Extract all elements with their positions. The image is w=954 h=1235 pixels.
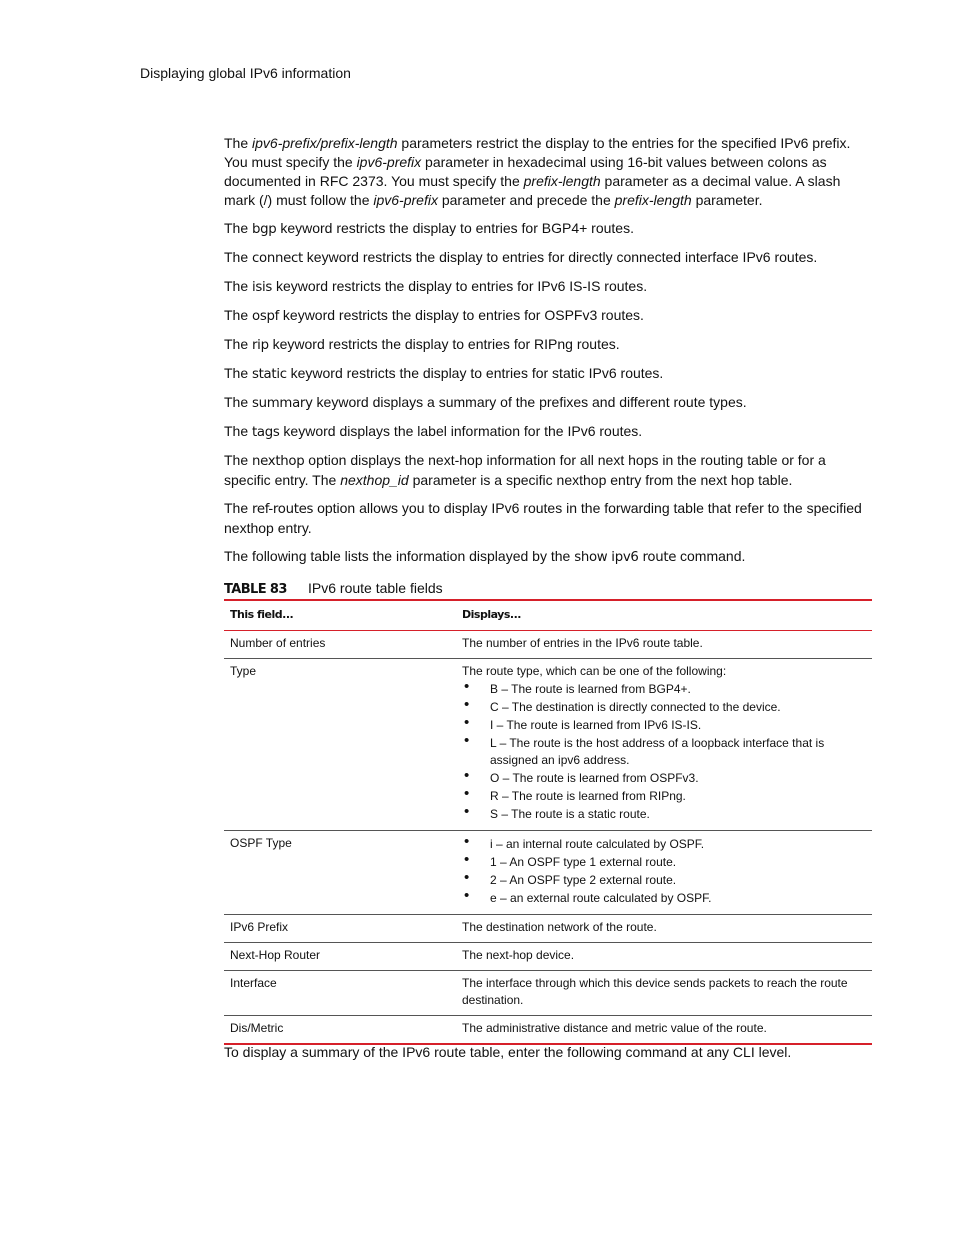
text-run: parameter and precede the <box>437 192 615 208</box>
field-cell: Dis/Metric <box>224 1016 456 1045</box>
text-run: The <box>224 365 253 381</box>
text-run: The <box>224 394 253 410</box>
text-run: keyword restricts the display to entries for OSPFv3 routes. <box>279 307 644 323</box>
param-prefix-length: prefix-length <box>523 173 601 189</box>
list-item <box>462 785 866 805</box>
text-run: The <box>224 336 253 352</box>
keyword-ref-routes: ref-routes <box>252 502 314 517</box>
text-run: keyword restricts the display to entries for IPv6 IS-IS routes. <box>272 278 648 294</box>
text-run: option displays the next-hop information for all next hops in the routing table or for a specific entry. The <box>224 452 826 488</box>
param-ipv6-prefix: ipv6-prefix <box>356 154 422 170</box>
field-cell: OSPF Type <box>224 831 456 915</box>
description-cell: The number of entries in the IPv6 route table. <box>456 631 872 659</box>
text-run: The <box>224 220 253 236</box>
list-item <box>462 732 866 769</box>
table-row <box>224 831 872 915</box>
list-item <box>462 767 866 787</box>
text-run: parameters restrict the display to the entries for the specified IPv6 prefix. You must specify the <box>224 135 851 170</box>
body-content <box>224 134 864 1045</box>
keyword-nexthop: nexthop <box>252 454 305 469</box>
paragraph-ref-routes <box>224 499 864 538</box>
keyword-ospf: ospf <box>252 309 280 324</box>
list-item-text: e – an external route calculated by OSPF. <box>490 891 712 905</box>
text-run: keyword restricts the display to entries for static IPv6 routes. <box>286 365 664 381</box>
running-header: Displaying global IPv6 information <box>140 65 351 81</box>
paragraph-prefix-params <box>224 134 864 210</box>
bullet-icon: • <box>464 887 470 904</box>
description-text: The route type, which can be one of the following: <box>462 664 727 678</box>
list-item <box>462 714 866 734</box>
paragraph-following <box>224 547 864 567</box>
list-item-text: O – The route is learned from OSPFv3. <box>490 771 699 785</box>
table-caption-text: IPv6 route table fields <box>308 580 443 596</box>
text-run: The <box>224 500 253 516</box>
table-row <box>224 1016 872 1045</box>
text-run: command. <box>676 548 746 564</box>
text-run: parameter in hexadecimal using 16-bit values between colons as documented in RFC 2373. You must specify the <box>224 154 827 189</box>
text-run: keyword restricts the display to entries for directly connected interface IPv6 routes. <box>302 249 818 265</box>
text-run: keyword restricts the display to entries for RIPng routes. <box>268 336 620 352</box>
list-item <box>462 869 866 889</box>
list-item-text: B – The route is learned from BGP4+. <box>490 682 691 696</box>
text-run: parameter as a decimal value. A slash mark (/) must follow the <box>224 173 841 208</box>
param-prefix-length: prefix-length <box>320 135 398 151</box>
paragraph-static <box>224 364 864 384</box>
text-run: The <box>224 423 253 439</box>
paragraph-after-table: To display a summary of the IPv6 route table, enter the following command at any CLI level. <box>224 1044 792 1060</box>
table-caption-label: TABLE 83 <box>224 582 287 597</box>
table-header-row <box>224 600 872 631</box>
bullet-icon: • <box>464 678 470 695</box>
paragraph-bgp <box>224 219 864 239</box>
description-cell: The administrative distance and metric value of the route. <box>456 1016 872 1045</box>
bullet-icon: • <box>464 767 470 784</box>
paragraph-isis <box>224 277 864 297</box>
list-item-text: 2 – An OSPF type 2 external route. <box>490 873 677 887</box>
list-item <box>462 678 866 698</box>
description-cell <box>456 659 872 831</box>
header-field: This field... <box>224 600 456 631</box>
list-item-text: S – The route is a static route. <box>490 807 650 821</box>
text-run: The <box>224 278 253 294</box>
list-item <box>462 851 866 871</box>
text-run: The <box>224 452 253 468</box>
text-run: The <box>224 135 253 151</box>
list-item <box>462 696 866 716</box>
field-cell: Interface <box>224 971 456 1016</box>
text-run: keyword restricts the display to entries for BGP4+ routes. <box>276 220 634 236</box>
bullet-icon: • <box>464 851 470 868</box>
paragraph-summary <box>224 393 864 413</box>
table-row <box>224 915 872 943</box>
param-prefix-length: prefix-length <box>614 192 692 208</box>
paragraph-ospf <box>224 306 864 326</box>
bullet-icon: • <box>464 714 470 731</box>
table-row <box>224 631 872 659</box>
table-row <box>224 659 872 831</box>
description-cell: The destination network of the route. <box>456 915 872 943</box>
ospf-type-list <box>462 833 866 907</box>
list-item-text: C – The destination is directly connected to the device. <box>490 700 781 714</box>
list-item <box>462 803 866 823</box>
keyword-tags: tags <box>252 425 280 440</box>
bullet-icon: • <box>464 785 470 802</box>
text-run: parameter is a specific nexthop entry from the next hop table. <box>408 472 793 488</box>
list-item-text: L – The route is the host address of a loopback interface that is assigned an ipv6 address. <box>490 736 825 767</box>
list-item <box>462 887 866 907</box>
paragraph-nexthop <box>224 451 864 490</box>
param-ipv6-prefix: ipv6-prefix <box>252 135 317 151</box>
list-item-text: I – The route is learned from IPv6 IS-IS. <box>490 718 702 732</box>
keyword-rip: rip <box>252 338 269 353</box>
keyword-bgp: bgp <box>252 222 277 237</box>
text-run: keyword displays a summary of the prefixes and different route types. <box>312 394 747 410</box>
text-run: The following table lists the information displayed by the <box>224 548 575 564</box>
command-show-ipv6-route: show ipv6 route <box>574 550 677 565</box>
keyword-static: static <box>252 367 287 382</box>
bullet-icon: • <box>464 696 470 713</box>
description-cell: The interface through which this device sends packets to reach the route destination. <box>456 971 872 1016</box>
bullet-icon: • <box>464 869 470 886</box>
table-caption <box>224 579 864 599</box>
description-cell <box>456 831 872 915</box>
route-fields-table <box>224 599 872 1045</box>
table-row <box>224 971 872 1016</box>
text-run: keyword displays the label information for the IPv6 routes. <box>279 423 643 439</box>
field-cell: Type <box>224 659 456 831</box>
bullet-icon: • <box>464 833 470 850</box>
text-run: The <box>224 307 253 323</box>
keyword-isis: isis <box>252 280 273 295</box>
text-run: / <box>316 135 321 151</box>
header-displays: Displays... <box>456 600 872 631</box>
text-run: parameter. <box>691 192 763 208</box>
description-cell: The next-hop device. <box>456 943 872 971</box>
field-cell: IPv6 Prefix <box>224 915 456 943</box>
list-item-text: R – The route is learned from RIPng. <box>490 789 686 803</box>
list-item <box>462 833 866 853</box>
route-type-list <box>462 678 866 823</box>
bullet-icon: • <box>464 732 470 749</box>
text-run: option allows you to display IPv6 routes in the forwarding table that refer to the specified nexthop entry. <box>224 500 862 536</box>
table-row <box>224 943 872 971</box>
paragraph-rip <box>224 335 864 355</box>
paragraph-connect <box>224 248 864 268</box>
keyword-summary: summary <box>252 396 313 411</box>
list-item-text: 1 – An OSPF type 1 external route. <box>490 855 677 869</box>
field-cell: Next-Hop Router <box>224 943 456 971</box>
param-nexthop-id: nexthop_id <box>340 472 409 488</box>
text-run: The <box>224 249 253 265</box>
param-ipv6-prefix: ipv6-prefix <box>373 192 438 208</box>
keyword-connect: connect <box>252 251 303 266</box>
list-item-text: i – an internal route calculated by OSPF. <box>490 837 705 851</box>
bullet-icon: • <box>464 803 470 820</box>
field-cell: Number of entries <box>224 631 456 659</box>
paragraph-tags <box>224 422 864 442</box>
